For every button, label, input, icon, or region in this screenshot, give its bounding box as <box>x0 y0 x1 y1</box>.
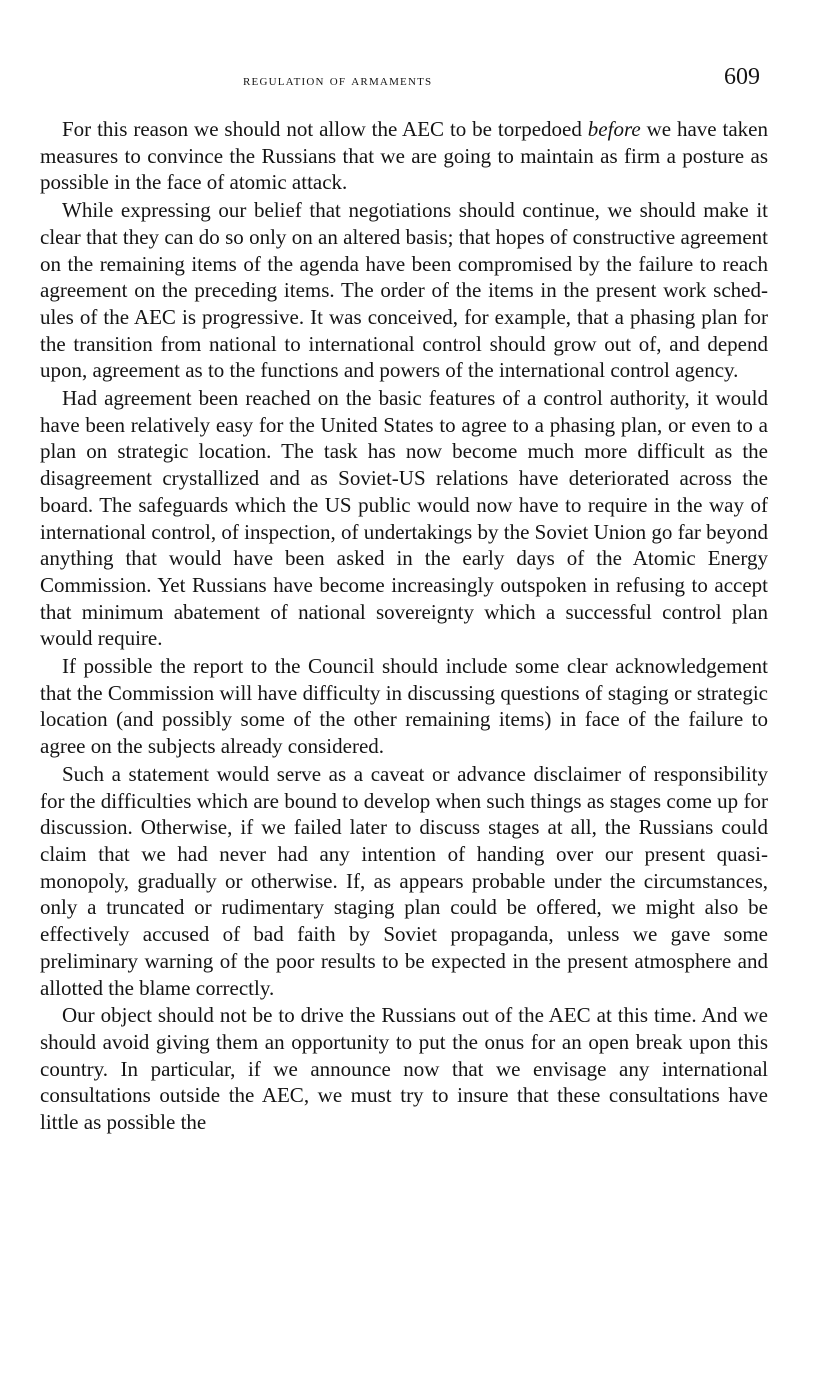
paragraph-1-text: For this reason we should not allow the AEC to be torpedoed <box>62 117 588 141</box>
paragraph-1-emphasis: before <box>587 117 641 141</box>
paragraph-1-continuation: we have taken measures to convince the Russians that we are going to maintain as firm a posture as possible in the face of atomic attack. <box>40 117 768 195</box>
paragraph-4: If possible the report to the Council should include some clear acknowledgement that the Commission will have difficulty in discussing questions of staging or strategic location (and possibly some of the other remaining items) in face of the failure to agree on the subjects already considered. <box>40 654 768 759</box>
running-title: regulation of armaments <box>243 72 433 89</box>
paragraph-5: Such a statement would serve as a caveat or advance disclaimer of responsibility for the difficulties which are bound to develop when such things as stages come up for discussion. Otherwise, if we failed later to discuss stages at all, the Russians could claim that we had never had any intention of handing over our present quasi-monopoly, gradually or otherwise. If, as appears probable under the circumstances, only a truncated or rudimentary staging plan could be offered, we might also be effectively accused of bad faith by Soviet propaganda, unless we gave some preliminary warning of the poor results to be expected in the present atmosphere and allotted the blame correctly. <box>40 761 768 1000</box>
body-text <box>40 116 768 1136</box>
paragraph-6: Our object should not be to drive the Russians out of the AEC at this time. And we should avoid giving them an opportunity to put the onus for an open break upon this country. In particular, if we announce now that we envisage any international consultations outside the AEC, we must try to insure that these consultations have little as possible the <box>40 1003 768 1135</box>
paragraph-1 <box>40 116 768 196</box>
paragraph-3: Had agreement been reached on the basic features of a control authority, it would have been relatively easy for the United States to agree to a phasing plan, or even to a plan on strategic location. The task has now become much more difficult as the disagreement crystallized and as Soviet-US relations have deteriorated across the board. The safeguards which the US public would now have to require in the way of international control, of inspection, of undertakings by the Soviet Union go far beyond anything that would have been asked in the early days of the Atomic Energy Commission. Yet Russians have become increasingly outspoken in refusing to accept that minimum abatement of national sovereignty which a successful control plan would require. <box>40 386 768 651</box>
running-head <box>40 66 768 96</box>
page-number: 609 <box>724 64 760 90</box>
paragraph-2: While expressing our belief that negotiations should continue, we should make it clear that they can do so only on an altered basis; that hopes of constructive agreement on the remaining items of the agenda have been compromised by the failure to reach agreement on the preceding items. The order of the items in the present work schedules of the AEC is progressive. It was conceived, for example, that a phasing plan for the transition from national to international control should grow out of, and depend upon, agreement as to the functions and powers of the international control agency. <box>40 198 768 383</box>
